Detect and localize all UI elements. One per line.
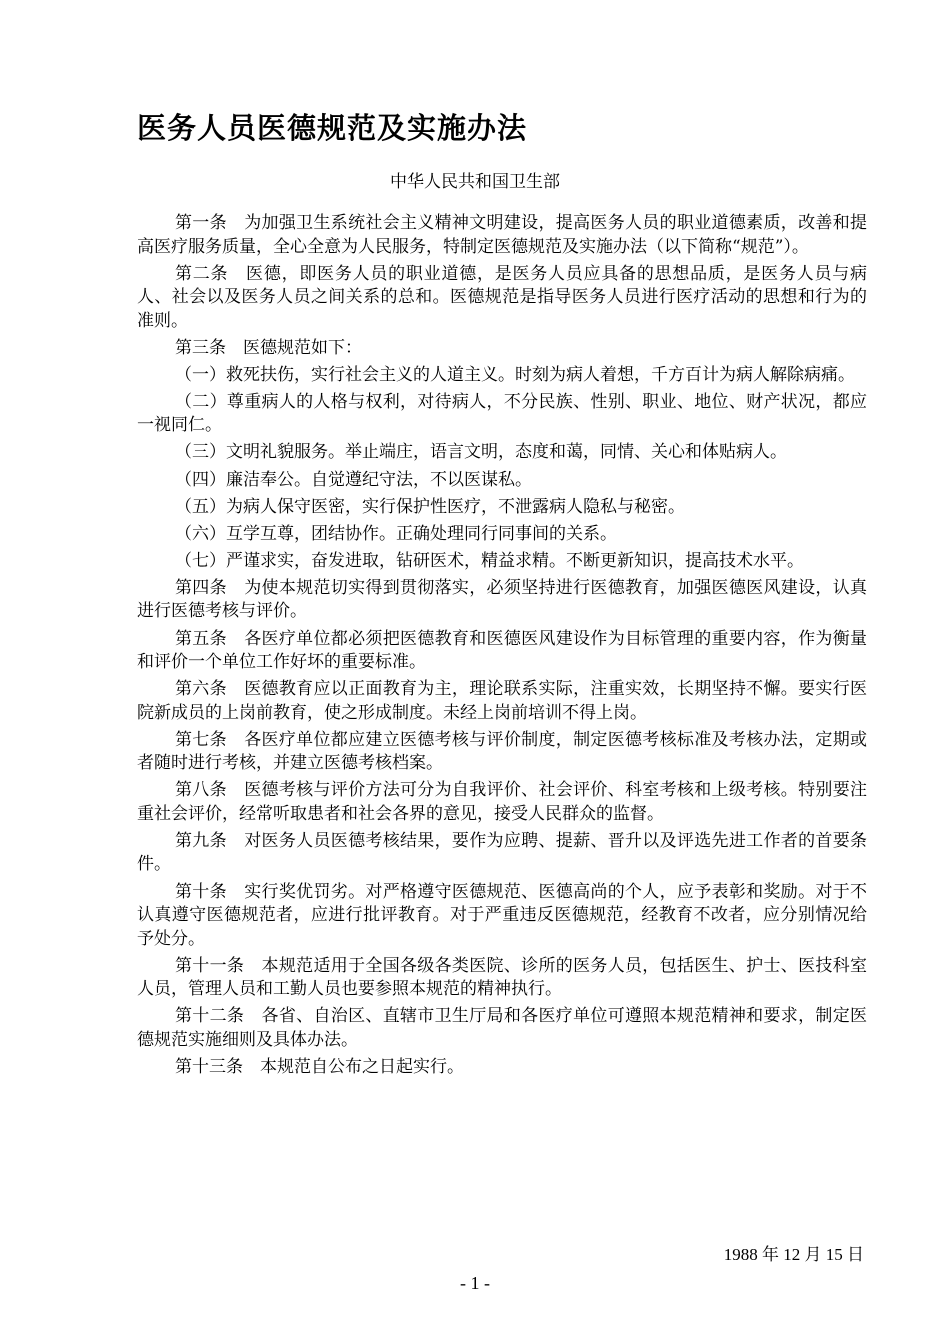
article-3-item-4: （四）廉洁奉公。自觉遵纪守法，不以医谋私。: [175, 469, 532, 490]
article-12: 第十二条 各省、自治区、直辖市卫生厅局和各医疗单位可遵照本规范精神和要求，制定医德规范实施细则及具体办法。: [137, 1006, 867, 1050]
issue-date: 1988 年 12 月 15 日: [723, 1245, 864, 1264]
article-3-item-3: （三）文明礼貌服务。举止端庄，语言文明，态度和蔼，同情、关心和体贴病人。: [175, 442, 787, 463]
article-6: 第六条 医德教育应以正面教育为主，理论联系实际，注重实效，长期坚持不懈。要实行医院新成员的上岗前教育，使之形成制度。未经上岗前培训不得上岗。: [137, 679, 867, 723]
article-3-item-6: （六）互学互尊，团结协作。正确处理同行同事间的关系。: [175, 523, 617, 544]
article-3: 第三条 医德规范如下：: [175, 337, 362, 358]
article-10: 第十条 实行奖优罚劣。对严格遵守医德规范、医德高尚的个人，应予表彰和奖励。对于不认真遵守医德规范者，应进行批评教育。对于严重违反医德规范，经教育不改者，应分别情况给予处分。: [137, 881, 867, 949]
document-title: 医务人员医德规范及实施办法: [137, 111, 528, 145]
article-3-item-2: （二）尊重病人的人格与权利，对待病人，不分民族、性别、职业、地位、财产状况，都应一视同仁。: [137, 391, 867, 436]
article-3-item-7: （七）严谨求实，奋发进取，钻研医术，精益求精。不断更新知识，提高技术水平。: [175, 550, 804, 571]
article-13: 第十三条 本规范自公布之日起实行。: [175, 1056, 464, 1077]
article-3-item-1: （一）救死扶伤，实行社会主义的人道主义。时刻为病人着想，千方百计为病人解除病痛。: [175, 364, 855, 385]
article-1: 第一条 为加强卫生系统社会主义精神文明建设，提高医务人员的职业道德素质，改善和提高医疗服务质量，全心全意为人民服务，特制定医德规范及实施办法（以下简称“规范”）。: [137, 213, 867, 257]
article-11: 第十一条 本规范适用于全国各级各类医院、诊所的医务人员，包括医生、护士、医技科室人员，管理人员和工勤人员也要参照本规范的精神执行。: [137, 955, 867, 1000]
document-body: [137, 212, 867, 1083]
article-5: 第五条 各医疗单位都必须把医德教育和医德医风建设作为目标管理的重要内容，作为衡量和评价一个单位工作好坏的重要标准。: [137, 628, 867, 673]
article-3-item-5: （五）为病人保守医密，实行保护性医疗，不泄露病人隐私与秘密。: [175, 496, 685, 517]
article-7: 第七条 各医疗单位都应建立医德考核与评价制度，制定医德考核标准及考核办法，定期或者随时进行考核，并建立医德考核档案。: [137, 729, 867, 774]
article-4: 第四条 为使本规范切实得到贯彻落实，必须坚持进行医德教育，加强医德医风建设，认真进行医德考核与评价。: [137, 577, 867, 622]
page-number: - 1 -: [460, 1273, 490, 1293]
article-8: 第八条 医德考核与评价方法可分为自我评价、社会评价、科室考核和上级考核。特别要注重社会评价，经常听取患者和社会各界的意见，接受人民群众的监督。: [137, 780, 867, 824]
issuer-line: 中华人民共和国卫生部: [390, 172, 560, 192]
article-2: 第二条 医德，即医务人员的职业道德，是医务人员应具备的思想品质，是医务人员与病人、社会以及医务人员之间关系的总和。医德规范是指导医务人员进行医疗活动的思想和行为的准则。: [137, 263, 867, 331]
article-9: 第九条 对医务人员医德考核结果，要作为应聘、提薪、晋升以及评选先进工作者的首要条件。: [137, 830, 867, 875]
